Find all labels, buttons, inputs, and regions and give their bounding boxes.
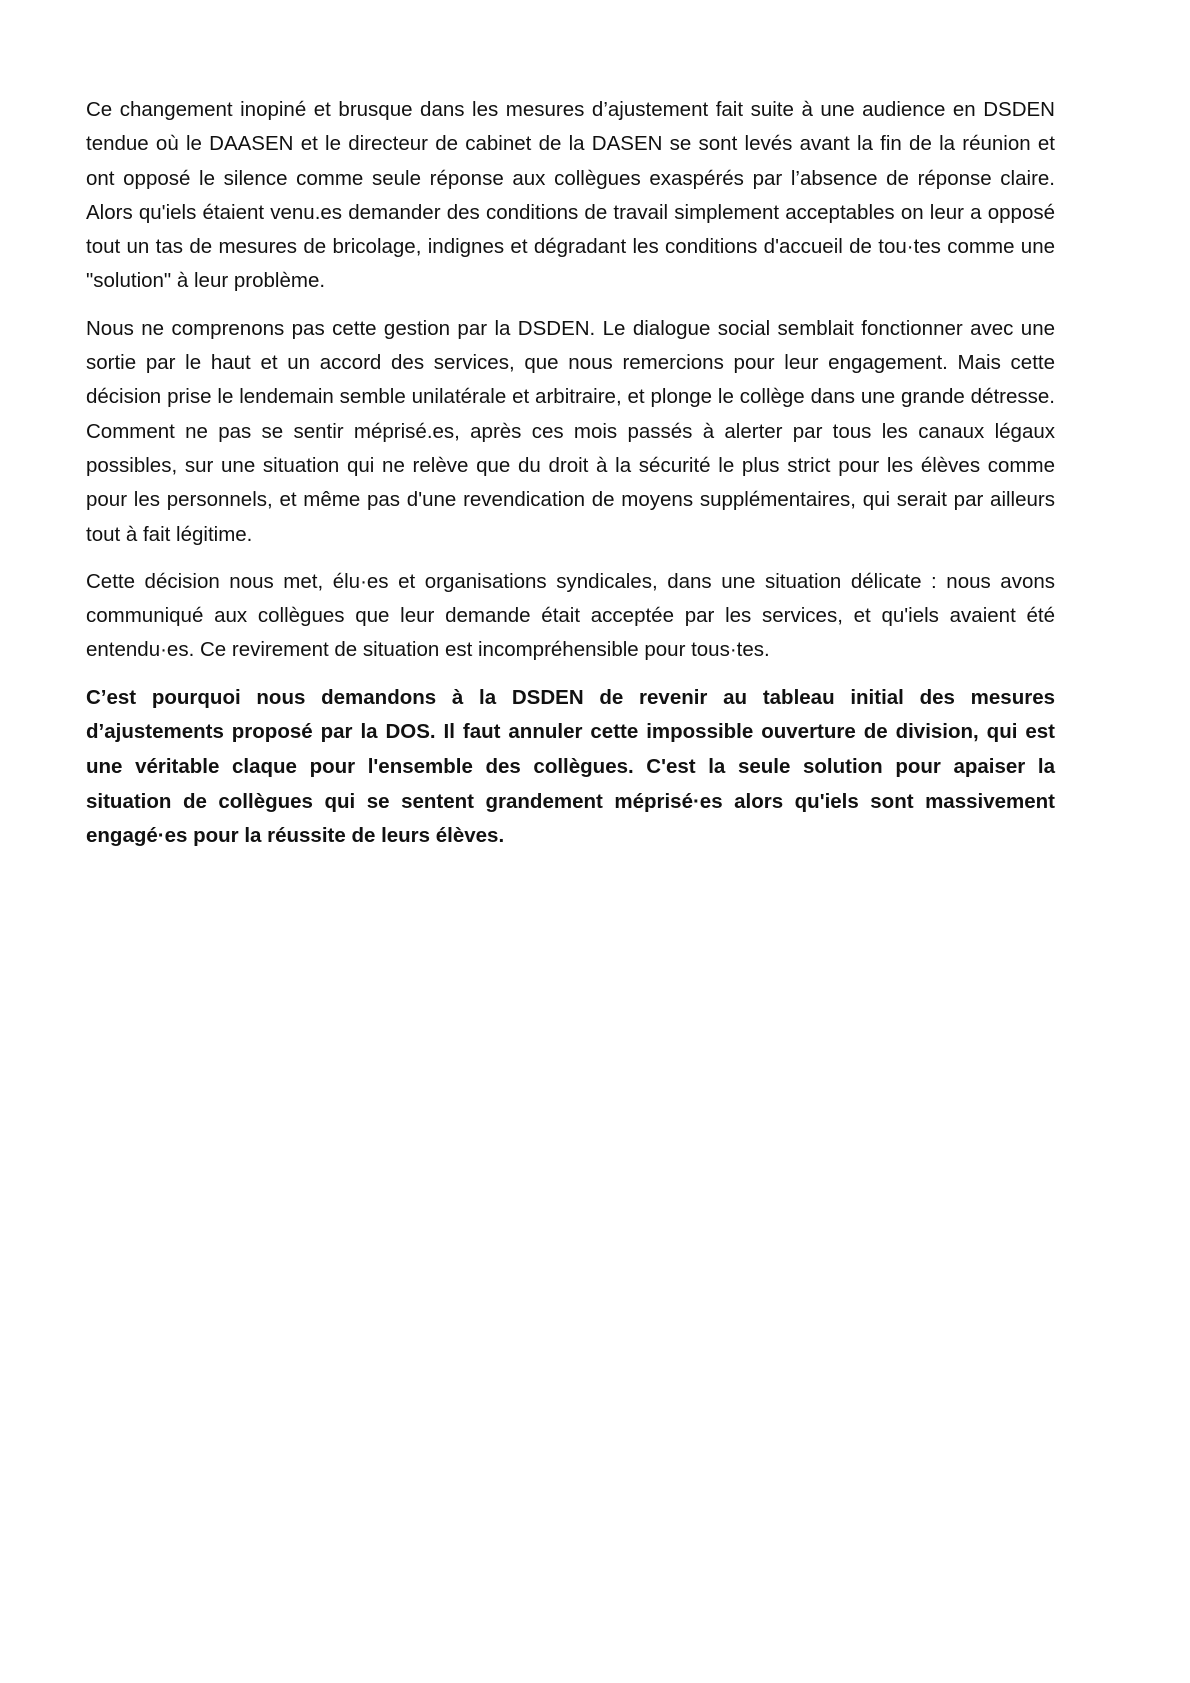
paragraph-decision: Cette décision nous met, élu·es et organisations syndicales, dans une situation délicate : nous avons communiqué aux collègues que leur demande était acceptée par les services, et qu'iels avaient été entendu·es. Ce revirement de situation est incompréhensible pour tous·tes. <box>86 569 1055 662</box>
paragraph-audience: Ce changement inopiné et brusque dans les mesures d’ajustement fait suite à une audience en DSDEN tendue où le DAASEN et le directeur de cabinet de la DASEN se sont levés avant la fin de la réunion et ont opposé le silence comme seule réponse aux collègues exaspérés par l’absence de réponse claire. Alors qu'iels étaient venu.es demander des conditions de travail simplement acceptables on leur a opposé tout un tas de mesures de bricolage, indignes et dégradant les conditions d'accueil de tou·tes comme une "solution" à leur problème. <box>86 98 1055 293</box>
paragraph-gestion: Nous ne comprenons pas cette gestion par la DSDEN. Le dialogue social semblait fonctionner avec une sortie par le haut et un accord des services, que nous remercions pour leur engagement. Mais cette décision prise le lendemain semble unilatérale et arbitraire, et plonge le collège dans une grande détresse. Comment ne pas se sentir méprisé.es, après ces mois passés à alerter par tous les canaux légaux possibles, sur une situation qui ne relève que du droit à la sécurité le plus strict pour les élèves comme pour les personnels, et même pas d'une revendication de moyens supplémentaires, qui serait par ailleurs tout à fait légitime. <box>86 316 1055 546</box>
document-body <box>86 93 1055 867</box>
paragraph-conclusion: C’est pourquoi nous demandons à la DSDEN de revenir au tableau initial des mesures d’ajustements proposé par la DOS. Il faut annuler cette impossible ouverture de division, qui est une véritable claque pour l'ensemble des collègues. C'est la seule solution pour apaiser la situation de collègues qui se sentent grandement méprisé·es alors qu'iels sont massivement engagé·es pour la réussite de leurs élèves. <box>86 685 1055 848</box>
